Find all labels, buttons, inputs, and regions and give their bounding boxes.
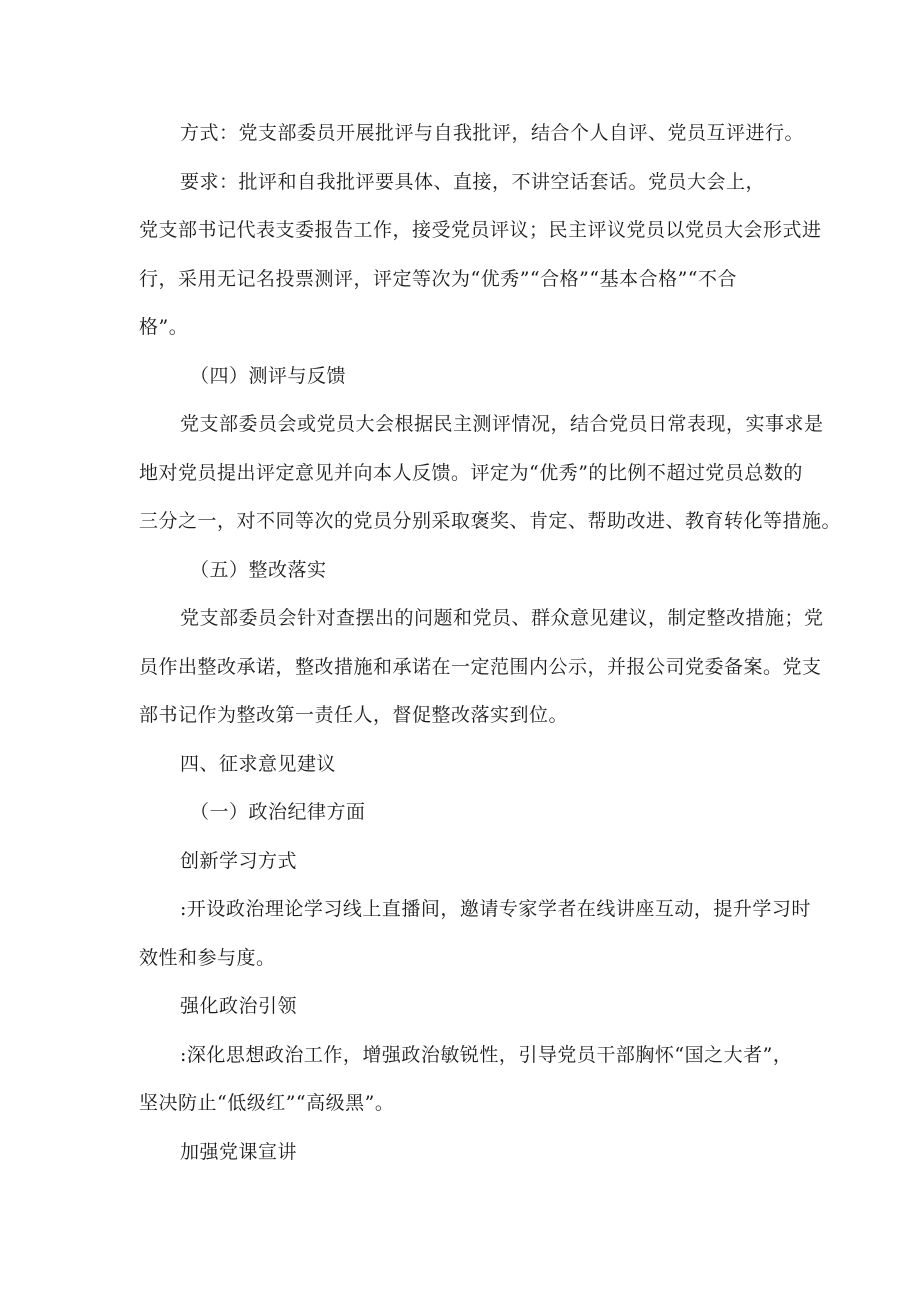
subsection-heading-political-discipline: （一）政治纪律方面	[190, 801, 366, 823]
paragraph-method: 方式：党支部委员开展批评与自我批评，结合个人自评、党员互评进行。	[180, 122, 805, 144]
item-text-political-guidance-line-2: 坚决防止“低级红”“高级黑”。	[139, 1092, 395, 1114]
section-heading-opinions: 四、征求意见建议	[180, 753, 337, 775]
paragraph-evaluation-line-2: 地对党员提出评定意见并向本人反馈。评定为“优秀”的比例不超过党员总数的	[139, 462, 803, 484]
paragraph-requirement-line-4: 格”。	[139, 316, 189, 338]
paragraph-rectification-line-3: 部书记作为整改第一责任人，督促整改落实到位。	[139, 704, 569, 726]
paragraph-requirement-line-1: 要求：批评和自我批评要具体、直接，不讲空话套话。党员大会上，	[180, 171, 766, 193]
item-heading-political-guidance: 强化政治引领	[180, 995, 298, 1017]
paragraph-evaluation-line-3: 三分之一，对不同等次的党员分别采取褒奖、肯定、帮助改进、教育转化等措施。	[139, 510, 842, 532]
section-heading-rectification: （五）整改落实	[190, 559, 327, 581]
paragraph-requirement-line-2: 党支部书记代表支委报告工作，接受党员评议；民主评议党员以党员大会形式进	[139, 219, 822, 241]
paragraph-evaluation-line-1: 党支部委员会或党员大会根据民主测评情况，结合党员日常表现，实事求是	[180, 413, 824, 435]
item-text-innovate-learning-line-2: 效性和参与度。	[139, 947, 276, 969]
section-heading-evaluation: （四）测评与反馈	[190, 365, 347, 387]
item-heading-party-lecture: 加强党课宣讲	[180, 1141, 298, 1163]
paragraph-rectification-line-2: 员作出整改承诺，整改措施和承诺在一定范围内公示，并报公司党委备案。党支	[139, 656, 822, 678]
item-text-political-guidance-line-1: :深化思想政治工作，增强政治敏锐性，引导党员干部胸怀“国之大者”，	[180, 1044, 793, 1066]
item-heading-innovate-learning: 创新学习方式	[180, 850, 298, 872]
paragraph-rectification-line-1: 党支部委员会针对查摆出的问题和党员、群众意见建议，制定整改措施；党	[180, 607, 824, 629]
paragraph-requirement-line-3: 行，采用无记名投票测评，评定等次为“优秀”“合格”“基本合格”“不合	[139, 268, 737, 290]
item-text-innovate-learning-line-1: :开设政治理论学习线上直播间，邀请专家学者在线讲座互动，提升学习时	[180, 898, 811, 920]
